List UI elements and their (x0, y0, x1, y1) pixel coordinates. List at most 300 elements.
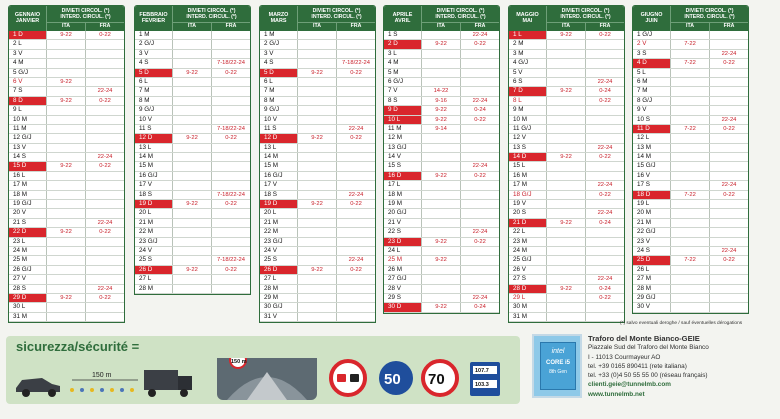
day-label: 10 V (260, 116, 298, 124)
day-label: 28 M (135, 285, 173, 293)
ita-restriction (173, 256, 212, 264)
fra-restriction (710, 303, 748, 311)
day-row (509, 172, 624, 181)
ita-restriction (173, 162, 212, 170)
day-label: 16 V (633, 172, 671, 180)
ita-restriction: 7-22 (671, 191, 710, 199)
day-row (9, 209, 124, 218)
day-row (384, 106, 499, 115)
ita-restriction (47, 134, 86, 142)
day-label: 13 L (260, 144, 298, 152)
contact-phone-fr: tel. +33 (0)4 50 55 55 00 (réseau français) (588, 372, 708, 380)
month-name: MAGGIO MAI (509, 6, 547, 31)
ita-restriction (47, 125, 86, 133)
safety-illustration (12, 358, 512, 406)
day-label: 4 D (633, 59, 671, 67)
ita-restriction (298, 285, 337, 293)
day-row (260, 134, 375, 143)
day-label: 16 M (509, 172, 547, 180)
day-label: 1 L (509, 31, 547, 39)
day-label: 2 D (384, 40, 422, 48)
contact-phone-it: tel. +39 0165 890411 (rete italiana) (588, 362, 687, 370)
day-row (509, 125, 624, 134)
contact-email[interactable]: clienti.geie@tunnelmb.com (588, 381, 671, 389)
day-label: 14 M (260, 153, 298, 161)
day-row (9, 106, 124, 115)
day-label: 3 V (135, 50, 173, 58)
day-row (633, 256, 748, 265)
day-row (260, 87, 375, 96)
ita-restriction (422, 219, 461, 227)
ita-restriction: 9-22 (422, 256, 461, 264)
day-row (384, 219, 499, 228)
day-label: 27 S (509, 275, 547, 283)
fra-restriction: 0-22 (99, 97, 111, 104)
ita-restriction: 9-22 (298, 266, 337, 274)
day-label: 8 G/J (633, 97, 671, 105)
day-row (260, 162, 375, 171)
fra-restriction (710, 31, 748, 39)
speed-limit-50-icon (379, 361, 413, 395)
fra-restriction: 22-24 (97, 285, 113, 292)
day-row (135, 285, 250, 294)
ita-restriction (298, 294, 337, 302)
fra-restriction (212, 219, 250, 227)
month-header (9, 6, 124, 31)
ita-restriction (173, 50, 212, 58)
day-label: 1 M (135, 31, 173, 39)
ita-restriction (671, 153, 710, 161)
fra-restriction (212, 87, 250, 95)
day-row (260, 153, 375, 162)
fra-restriction: 22-24 (472, 32, 488, 38)
ita-restriction (547, 144, 586, 152)
day-row (135, 266, 250, 275)
ita-restriction: 9-22 (173, 134, 212, 142)
ita-restriction (547, 209, 586, 217)
fra-restriction (212, 50, 250, 58)
day-row (509, 78, 624, 87)
day-label: 21 D (509, 219, 547, 227)
day-label: 27 L (135, 275, 173, 283)
fra-restriction (212, 78, 250, 86)
day-label: 21 V (384, 219, 422, 227)
day-label: 4 G/J (509, 59, 547, 67)
ita-restriction (173, 87, 212, 95)
speed-sign-50: 50 (384, 371, 401, 388)
day-row (633, 219, 748, 228)
fra-restriction: 22-24 (721, 50, 737, 57)
fra-restriction (586, 266, 624, 274)
fra-restriction (586, 69, 624, 77)
day-label: 1 S (384, 31, 422, 39)
ita-restriction (298, 40, 337, 48)
day-label: 28 D (509, 285, 547, 293)
ita-restriction: 9-22 (422, 172, 461, 180)
day-row (135, 228, 250, 237)
fra-restriction (212, 172, 250, 180)
day-label: 21 S (9, 219, 47, 227)
day-row (509, 116, 624, 125)
fra-restriction: 0-22 (99, 294, 111, 301)
contact-name: Traforo del Monte Bianco-GEIE (588, 334, 700, 343)
ita-restriction (173, 228, 212, 236)
fra-restriction (586, 125, 624, 133)
fra-restriction (212, 97, 250, 105)
day-row (9, 50, 124, 59)
fra-restriction (337, 78, 375, 86)
day-label: 8 S (384, 97, 422, 105)
month-header (509, 6, 624, 31)
day-row (260, 144, 375, 153)
ita-restriction (671, 134, 710, 142)
day-row (135, 134, 250, 143)
day-row (135, 78, 250, 87)
ita-restriction (47, 303, 86, 311)
ita-restriction (47, 153, 86, 161)
ita-restriction (422, 31, 461, 39)
day-label: 12 L (633, 134, 671, 142)
fra-restriction: 22-24 (348, 257, 364, 264)
fra-restriction: 0-22 (99, 32, 111, 38)
day-label: 18 M (9, 191, 47, 199)
day-row (260, 50, 375, 59)
day-label: 27 G/J (384, 275, 422, 283)
fra-restriction: 0-22 (599, 97, 611, 104)
ita-restriction (547, 78, 586, 86)
fra-label: FRA (211, 23, 250, 31)
ita-restriction: 9-22 (422, 116, 461, 124)
ita-restriction (173, 106, 212, 114)
ita-restriction: 9-22 (47, 31, 86, 39)
day-row (633, 31, 748, 40)
fra-restriction (86, 303, 124, 311)
ita-restriction (547, 238, 586, 246)
fra-restriction (586, 59, 624, 67)
fra-restriction: 22-24 (721, 182, 737, 189)
day-row (384, 294, 499, 303)
fra-restriction (461, 59, 499, 67)
day-row (509, 40, 624, 49)
fra-label: FRA (460, 23, 499, 31)
day-row (260, 78, 375, 87)
ita-restriction (298, 153, 337, 161)
fra-restriction: 22-24 (472, 294, 488, 301)
fra-restriction: 22-24 (348, 125, 364, 132)
day-row (9, 40, 124, 49)
fra-restriction (86, 172, 124, 180)
ita-restriction (298, 247, 337, 255)
fra-restriction: 22-24 (597, 144, 613, 151)
day-label: 31 M (9, 313, 47, 321)
day-row (384, 266, 499, 275)
fra-restriction (710, 228, 748, 236)
day-row (384, 50, 499, 59)
day-label: 3 V (260, 50, 298, 58)
day-row (509, 134, 624, 143)
fra-label: FRA (85, 23, 124, 31)
tunnel-image (217, 358, 317, 400)
fra-restriction: 0-22 (723, 60, 735, 67)
day-row (633, 40, 748, 49)
day-row (633, 153, 748, 162)
day-label: 27 L (260, 275, 298, 283)
day-label: 12 M (384, 134, 422, 142)
day-label: 26 G/J (9, 266, 47, 274)
fra-restriction (710, 200, 748, 208)
day-row (633, 285, 748, 294)
ita-restriction (422, 50, 461, 58)
fra-restriction: 0-22 (474, 41, 486, 48)
day-label: 3 V (9, 50, 47, 58)
ita-restriction (422, 181, 461, 189)
day-row (509, 144, 624, 153)
day-row (384, 134, 499, 143)
ita-restriction (547, 266, 586, 274)
ita-restriction (671, 266, 710, 274)
fra-restriction (337, 162, 375, 170)
day-row (135, 219, 250, 228)
day-row (260, 256, 375, 265)
day-row (384, 209, 499, 218)
day-row (260, 106, 375, 115)
day-row (384, 125, 499, 134)
day-label: 5 L (633, 69, 671, 77)
day-row (260, 97, 375, 106)
fra-restriction (86, 144, 124, 152)
fra-restriction: 0-22 (225, 266, 237, 273)
day-row (9, 31, 124, 40)
day-label: 5 V (509, 69, 547, 77)
fra-restriction: 0-22 (225, 201, 237, 208)
fra-restriction: 0-22 (723, 257, 735, 264)
day-row (135, 59, 250, 68)
fra-restriction (586, 228, 624, 236)
fra-restriction (710, 69, 748, 77)
ita-restriction: 9-16 (422, 97, 461, 105)
day-row (260, 238, 375, 247)
day-row (509, 162, 624, 171)
ita-restriction (671, 219, 710, 227)
ita-restriction (173, 116, 212, 124)
ita-restriction (547, 116, 586, 124)
fra-restriction (710, 162, 748, 170)
month-aprile (383, 5, 500, 314)
ita-restriction (422, 266, 461, 274)
day-row (260, 191, 375, 200)
fra-restriction (461, 200, 499, 208)
day-label: 18 G/J (509, 191, 547, 199)
day-row (509, 59, 624, 68)
fra-restriction (212, 228, 250, 236)
day-row (260, 31, 375, 40)
contact-address-2: I - 11013 Courmayeur AO (588, 353, 661, 361)
ita-restriction: 9-22 (47, 162, 86, 170)
ita-restriction (47, 181, 86, 189)
fra-restriction: 0-22 (350, 69, 362, 76)
ita-restriction (47, 172, 86, 180)
day-label: 17 M (509, 181, 547, 189)
fra-restriction (337, 247, 375, 255)
ita-restriction: 9-22 (47, 228, 86, 236)
fra-restriction (86, 181, 124, 189)
fra-restriction (86, 50, 124, 58)
day-row (260, 219, 375, 228)
ita-restriction (671, 69, 710, 77)
speed-limit-70-icon (423, 361, 457, 395)
ita-restriction (671, 50, 710, 58)
fra-restriction (461, 275, 499, 283)
day-row (135, 247, 250, 256)
fra-restriction: 22-24 (97, 154, 113, 161)
day-label: 21 M (633, 219, 671, 227)
day-label: 13 G/J (384, 144, 422, 152)
month-header (260, 6, 375, 31)
fra-restriction (212, 247, 250, 255)
day-row (9, 200, 124, 209)
day-label: 22 L (509, 228, 547, 236)
speed-sign-70: 70 (428, 371, 445, 388)
ita-restriction (47, 87, 86, 95)
fra-restriction: 0-22 (225, 69, 237, 76)
day-row (9, 116, 124, 125)
month-marzo (259, 5, 376, 323)
day-row (509, 50, 624, 59)
day-row (9, 162, 124, 171)
radio-freq-2: 103.3 (475, 382, 489, 388)
fra-label: FRA (336, 23, 375, 31)
day-row (9, 78, 124, 87)
fra-restriction: 0-24 (599, 88, 611, 95)
fra-restriction (86, 69, 124, 77)
ita-restriction (298, 191, 337, 199)
day-row (509, 313, 624, 322)
day-label: 24 M (509, 247, 547, 255)
day-row (509, 31, 624, 40)
ita-restriction (173, 191, 212, 199)
ita-restriction (47, 285, 86, 293)
contact-website[interactable]: www.tunnelmb.net (588, 390, 645, 398)
ita-restriction: 9-22 (173, 69, 212, 77)
day-label: 21 M (135, 219, 173, 227)
ita-restriction (47, 116, 86, 124)
ita-restriction (547, 106, 586, 114)
day-label: 11 G/J (509, 125, 547, 133)
day-label: 26 M (384, 266, 422, 274)
ita-restriction (547, 125, 586, 133)
ita-label: ITA (313, 23, 321, 29)
ita-restriction: 7-22 (671, 125, 710, 133)
ita-restriction (298, 125, 337, 133)
ita-restriction (173, 97, 212, 105)
ita-restriction (671, 172, 710, 180)
day-row (135, 144, 250, 153)
day-label: 29 D (9, 294, 47, 302)
day-label: 30 G/J (260, 303, 298, 311)
day-row (384, 78, 499, 87)
fra-restriction: 22-24 (597, 182, 613, 189)
fra-restriction: 0-24 (599, 219, 611, 226)
ita-restriction (47, 266, 86, 274)
ita-restriction (173, 78, 212, 86)
ita-restriction (671, 144, 710, 152)
fra-restriction (212, 275, 250, 283)
ita-restriction (47, 209, 86, 217)
ita-restriction (422, 275, 461, 283)
ita-restriction (173, 209, 212, 217)
fra-restriction (461, 181, 499, 189)
day-row (384, 238, 499, 247)
fra-restriction (461, 50, 499, 58)
day-row (260, 228, 375, 237)
ita-restriction (298, 181, 337, 189)
ita-restriction: 9-22 (422, 40, 461, 48)
ita-restriction (298, 162, 337, 170)
no-overtaking-sign-icon (331, 361, 365, 395)
day-row (509, 285, 624, 294)
day-label: 6 M (633, 78, 671, 86)
day-label: 5 G/J (9, 69, 47, 77)
fra-restriction (461, 191, 499, 199)
day-label: 16 G/J (260, 172, 298, 180)
day-label: 3 M (509, 50, 547, 58)
fra-restriction (86, 59, 124, 67)
ita-restriction: 9-22 (298, 134, 337, 142)
fra-restriction (586, 162, 624, 170)
day-row (135, 69, 250, 78)
ita-restriction (298, 303, 337, 311)
day-row (9, 285, 124, 294)
fra-restriction (212, 106, 250, 114)
day-row (260, 247, 375, 256)
day-row (9, 181, 124, 190)
day-row (260, 209, 375, 218)
intel-core-i5-logo (532, 334, 582, 398)
ita-restriction (671, 106, 710, 114)
day-row (633, 191, 748, 200)
day-row (135, 162, 250, 171)
day-label: 22 M (260, 228, 298, 236)
fra-restriction (212, 285, 250, 293)
day-label: 20 V (9, 209, 47, 217)
day-row (384, 247, 499, 256)
ita-label: ITA (188, 23, 196, 29)
day-label: 20 G/J (384, 209, 422, 217)
fra-restriction (86, 200, 124, 208)
day-row (9, 238, 124, 247)
day-label: 13 M (633, 144, 671, 152)
day-label: 25 D (633, 256, 671, 264)
day-row (135, 209, 250, 218)
day-row (384, 59, 499, 68)
ita-restriction (547, 172, 586, 180)
distance-sign: 150 m (231, 359, 247, 365)
day-label: 17 S (633, 181, 671, 189)
day-row (633, 50, 748, 59)
day-label: 18 S (135, 191, 173, 199)
fra-restriction: 22-24 (472, 163, 488, 170)
day-label: 12 D (135, 134, 173, 142)
day-row (509, 275, 624, 284)
fra-restriction (212, 238, 250, 246)
ita-restriction (173, 40, 212, 48)
day-label: 9 D (384, 106, 422, 114)
fra-restriction (337, 116, 375, 124)
day-label: 15 M (135, 162, 173, 170)
fra-restriction (710, 238, 748, 246)
fra-restriction: 0-24 (599, 285, 611, 292)
day-row (509, 153, 624, 162)
